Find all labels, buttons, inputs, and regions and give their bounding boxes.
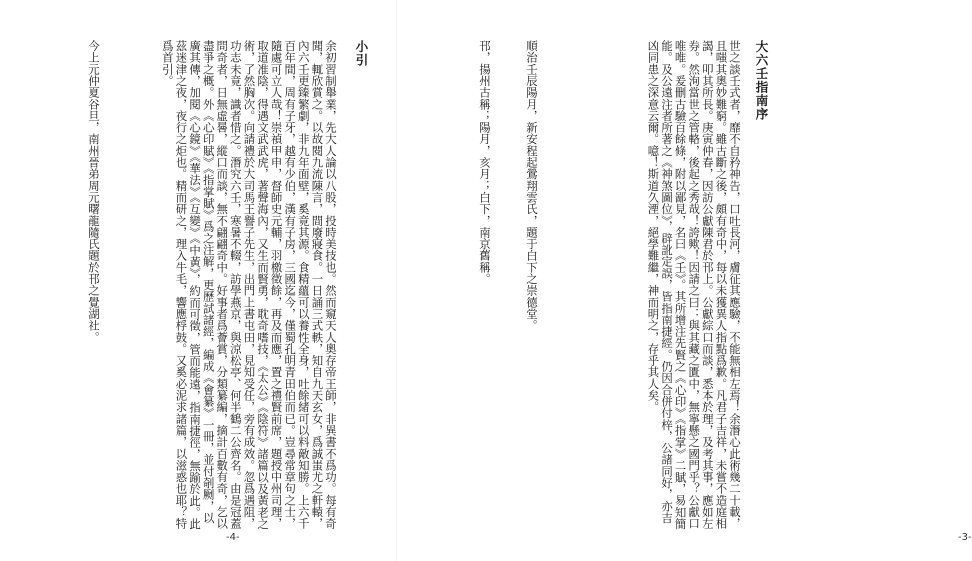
preface-body-text: 世之談壬式者，靡不自矜神告，口吐長河，膚征其應驗，不能無相左焉！余潛心此術幾二十載，且嗤其奧妙難窮。雖古斷之後，頗有奇中，每以未獲異人指點爲歉。凡君子吉祥，未嘗不造庭相謁，叩其所長。庚寅仲春，因訪公獻陳君於邗上。公獻綜口而談，悉本於理，及考其事，應如左券。然洵當世之管輅，後起之秀哉！誇歟！因請之曰：與其藏之匱中，無寧懸之國門乎？公獻口唯唯。爰刪古驗百餘條，附以鄙見，名曰《壬》。其所增注先賢之《心印》《指掌》二賦，易知簡能。及公遠注者所著之《神煞圖位》，辟訛定誤，皆指南捷經。仍因合併付梓，公諸同好，亦吉凶同患之深意云爾。噫！斯道久湮，絕學難繼，神而明之，存乎其人矣。 — [646, 40, 742, 530]
intro-dedication: 今上元仲夏谷旦，南州晉弟周元曙龍隨氏題於邗之覺湖社。 — [87, 40, 101, 343]
left-page-number: -4- — [226, 532, 240, 543]
left-page — [0, 0, 396, 561]
right-page — [397, 0, 972, 561]
intro-body-text: 余初習制舉業，先大人論以八股，投時美技也。然而窺天人奧存帝王師，非異書不爲功。每有奇聞，輒欣賞之。以故閱九流陳言，間廢寢食。一日誦三式軼，知自九天玄女，爲誠蚩尤之軒轅，內六壬更臻繁劇，非九年面壁，奚竟其源。食精蘊可以養性全身，吐餘緒可以料敵知勝。上六千百年間，周有子牙，越有少伯，漢有子房，三國迄今，僅蜀孔明青田伯而已。豈尋常章句之士，隨處可立人哉！崇禎甲申，督師史元輔，羽檄徵餘，再及而應，置之禮賢前席，題授中州司理，取道准陰，得遇文武武虎，著聲海內，又生而賢勇，耽奇嗜技，《太公》《陰符》諸篇以及黃老之術，了然胸次。向請禮於大司馬王譽子先生，出門上書屯田，見知受任，旁有成效。忽爲遇阻，功志未竟，識者惜之。潛究六壬，寒暑不輟，訪學燕京，與涼松亭、何半鶴二公齊名。由是冠蓋問奇者，日無虛晷，縱口而談，無不翩翩奇中。好事者爲薈賞，分類纂編，摘計百數有奇，乞以盡爭之概。外《心印賦》《指掌賦》爲之注解，更歷試諸經，編成《會纂》一冊，並付剞劂，以廣其傳，加閱《心鏡》《華法》《互變》《中黃》，約而可徵，管而能遠，指南捷徑，無踰於此。此茲迷津之夜，夜行之炬也。精而研之，理入牛毛，響應桴鼓。又奚必泥求諸篇，以滋惑也耶？特爲首引。 — [160, 40, 338, 530]
preface-signature: 順治壬辰陽月，新安程起鶯翔雲氏，題于白下之崇德堂。 — [525, 40, 539, 332]
right-page-number: -3- — [958, 532, 972, 543]
preface-note: 邗，揚州古稱；陽月，亥月；白下，南京舊稱。 — [478, 40, 492, 285]
left-page-heading: 小引 — [354, 40, 369, 67]
preface-title: 大六壬指南序 — [754, 40, 769, 121]
